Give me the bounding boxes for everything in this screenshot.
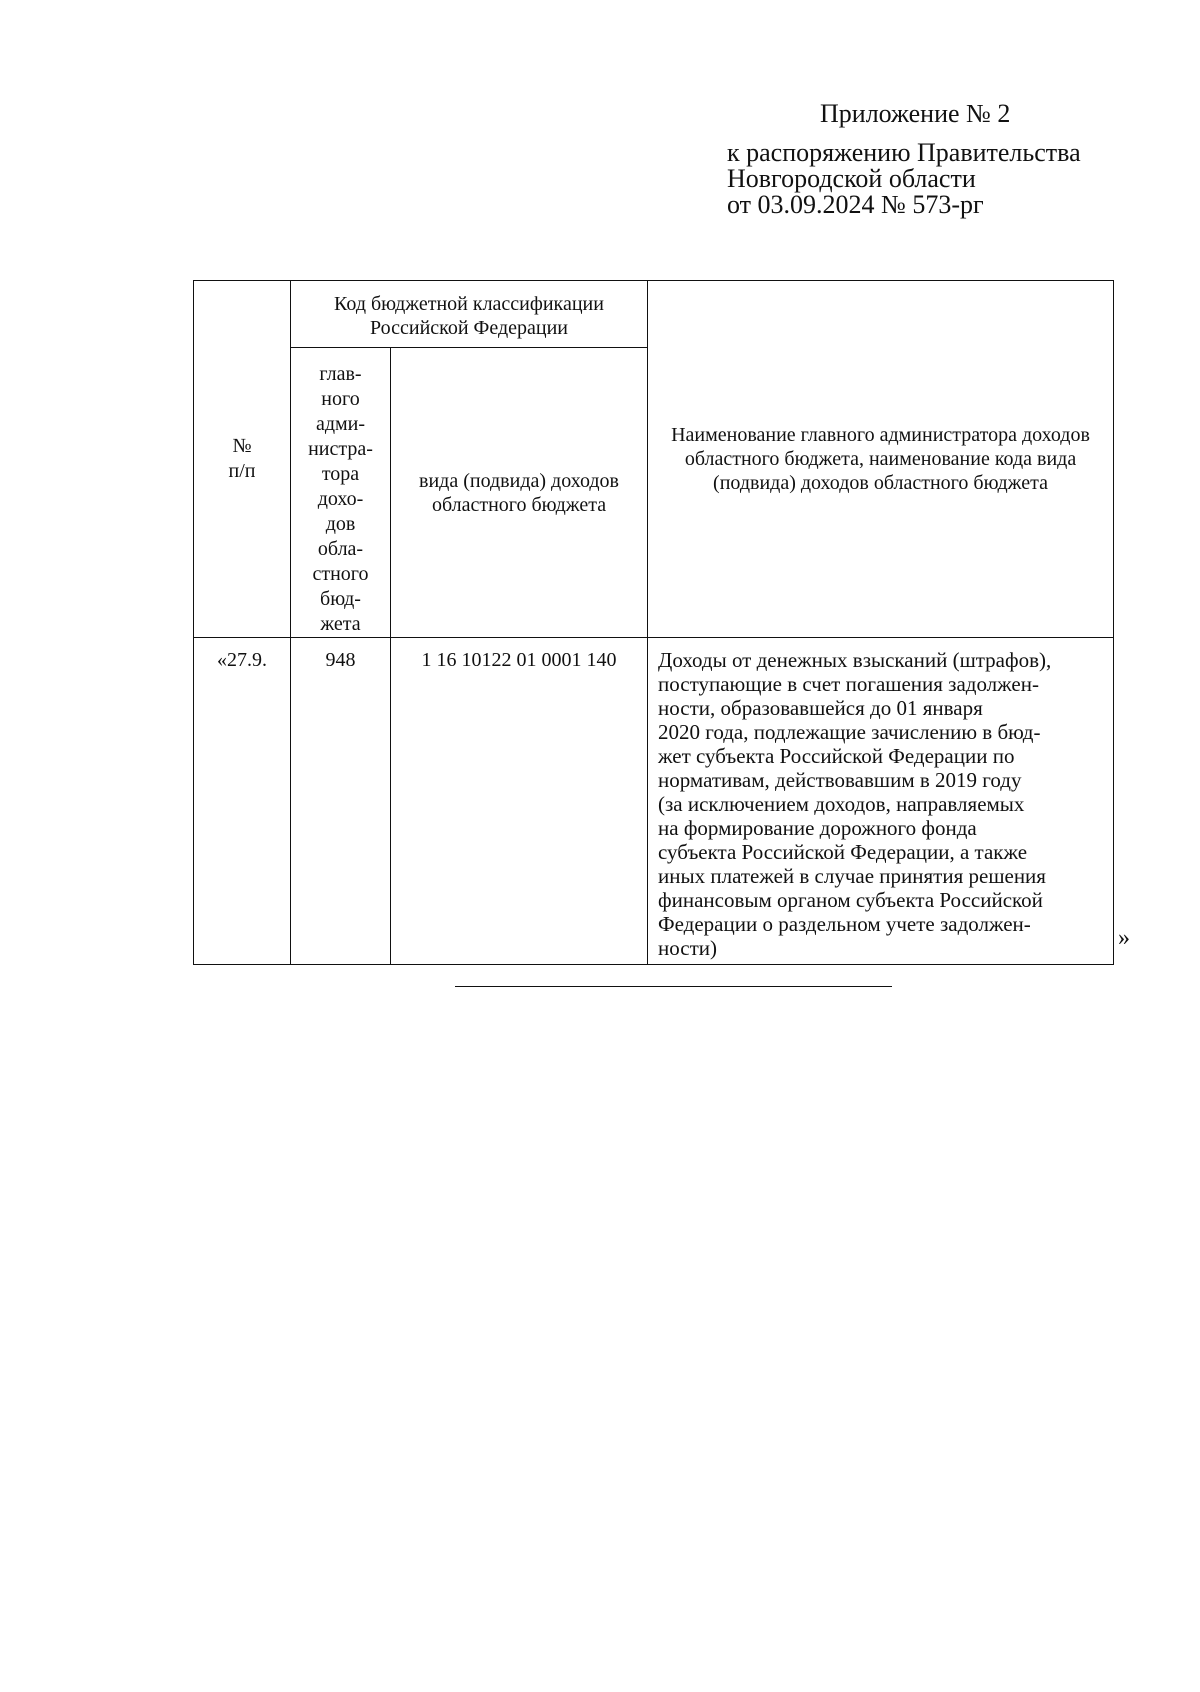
header-num-line: п/п: [228, 460, 256, 482]
header-admin-word: бюд-: [320, 588, 361, 610]
header-admin-word: адми-: [315, 413, 366, 435]
row-description-line: иных платежей в случае принятия решения: [658, 864, 1046, 888]
appendix-heading: Приложение № 2: [820, 99, 1011, 128]
header-admin-word: ного: [321, 388, 360, 410]
row-income-code: 1 16 10122 01 0001 140: [391, 638, 648, 965]
appendix-ref-line: от 03.09.2024 № 573-рг: [727, 190, 984, 219]
row-description: [648, 638, 1114, 965]
header-num: [194, 281, 291, 638]
row-description-line: финансовым органом субъекта Российской: [658, 888, 1043, 912]
table-header-row: [194, 281, 1114, 348]
header-admin-word: дохо-: [317, 488, 364, 510]
row-description-line: поступающие в счет погашения задолжен-: [658, 672, 1039, 696]
header-admin-word: тора: [321, 463, 360, 485]
header-admin-word: глав-: [319, 363, 362, 385]
row-number: «27.9.: [194, 638, 291, 965]
end-separator-line: [455, 986, 892, 987]
row-description-line: субъекта Российской Федерации, а также: [658, 840, 1028, 864]
header-num-line: №: [232, 435, 252, 457]
header-income-type-code: вида (подвида) доходов областного бюджета: [391, 348, 648, 638]
header-admin-word: стного: [312, 563, 369, 585]
row-description-line: (за исключением доходов, направляемых: [658, 792, 1025, 816]
header-admin-word: дов: [325, 513, 356, 535]
row-description-line: 2020 года, подлежащие зачислению в бюд-: [658, 720, 1041, 744]
row-description-line: Федерации о раздельном учете задолжен-: [658, 912, 1031, 936]
row-description-line: ности): [658, 936, 718, 960]
header-budget-code-group: Код бюджетной классификации Российской Федерации: [291, 281, 648, 348]
header-admin-word: жета: [320, 613, 361, 635]
budget-classification-table: [193, 280, 1114, 965]
row-description-line: ности, образовавшейся до 01 января: [658, 696, 983, 720]
appendix-ref-line: к распоряжению Правительства: [727, 138, 1081, 167]
closing-quote: »: [1118, 925, 1130, 951]
header-admin-word: нистра-: [308, 438, 373, 460]
appendix-ref-line: Новгородской области: [727, 164, 976, 193]
header-administrator-name: Наименование главного администратора доходов областного бюджета, наименование кода вида (подвида) доходов областного бюджета: [648, 281, 1114, 638]
row-description-line: Доходы от денежных взысканий (штрафов),: [658, 648, 1052, 672]
row-description-line: нормативам, действовавшим в 2019 году: [658, 768, 1022, 792]
header-admin-word: обла-: [317, 538, 364, 560]
row-administrator-code: 948: [291, 638, 391, 965]
appendix-reference: [727, 140, 1081, 218]
row-description-line: жет субъекта Российской Федерации по: [658, 744, 1015, 768]
table-row: [194, 638, 1114, 965]
header-main-administrator: [291, 348, 391, 638]
row-description-line: на формирование дорожного фонда: [658, 816, 977, 840]
